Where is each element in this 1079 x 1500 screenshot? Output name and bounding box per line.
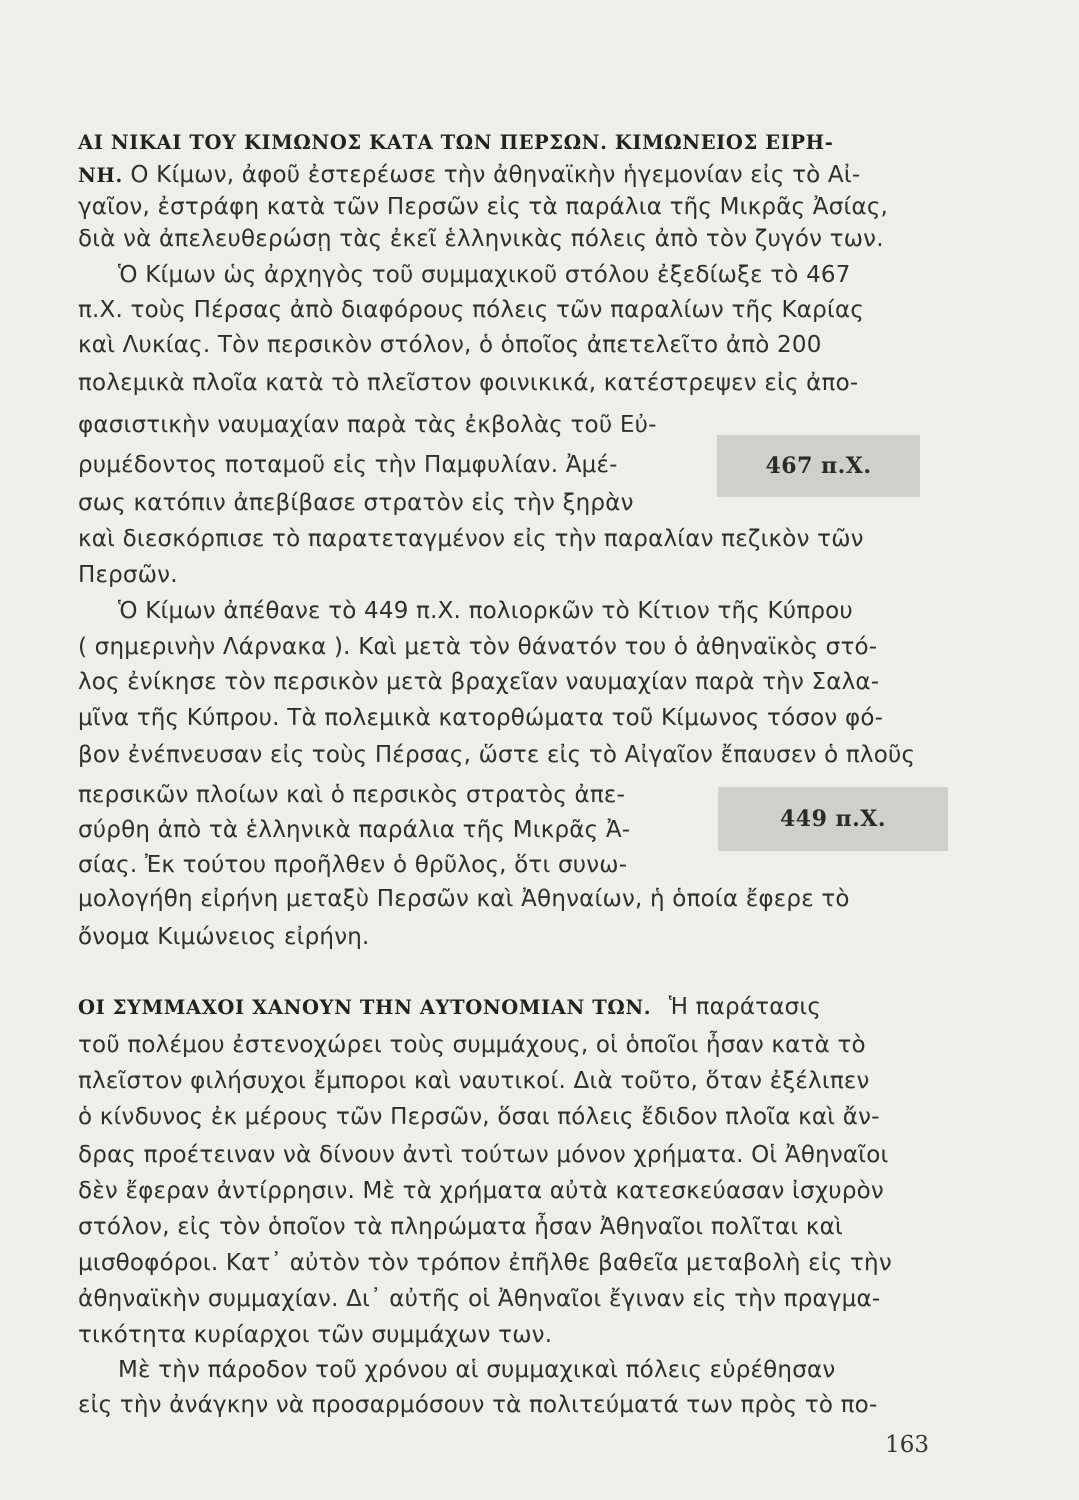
- section-heading-kimon: ΑΙ ΝΙΚΑΙ ΤΟΥ ΚΙΜΩΝΟΣ ΚΑΤΑ ΤΩΝ ΠΕΡΣΩΝ. ΚΙΜΩΝΕΙΟΣ ΕΙΡΗ-: [78, 131, 834, 154]
- text-line: στόλον, εἰς τὸν ὁποῖον τὰ πληρώματα ἦσαν Ἀθηναῖοι πολῖται καὶ: [78, 1214, 844, 1240]
- date-sidenote-467: 467 π.Χ.: [717, 435, 920, 497]
- text-line: βον ἐνέπνευσαν εἰς τοὺς Πέρσας, ὥστε εἰς τὸ Αἰγαῖον ἔπαυσεν ὁ πλοῦς: [78, 742, 916, 768]
- text-line: δὲν ἔφεραν ἀντίρρησιν. Μὲ τὰ χρήματα αὐτὰ κατεσκεύασαν ἰσχυρὸν: [78, 1178, 884, 1204]
- section-heading-allies: ΟΙ ΣΥΜΜΑΧΟΙ ΧΑΝΟΥΝ ΤΗΝ ΑΥΤΟΝΟΜΙΑΝ ΤΩΝ.: [78, 996, 652, 1019]
- text-line: δρας προέτειναν νὰ δίνουν ἀντὶ τούτων μόνον χρήματα. Οἱ Ἀθηναῖοι: [78, 1142, 889, 1168]
- text-line: διὰ νὰ ἀπελευθερώσῃ τὰς ἐκεῖ ἑλληνικὰς πόλεις ἀπὸ τὸν ζυγόν των.: [78, 226, 884, 252]
- text-line: εἰς τὴν ἀνάγκην νὰ προσαρμόσουν τὰ πολιτεύματά των πρὸς τὸ πο-: [78, 1392, 878, 1418]
- section-heading-end: ΝΗ.: [78, 164, 123, 187]
- text-line: π.Χ. τοὺς Πέρσας ἀπὸ διαφόρους πόλεις τῶν παραλίων τῆς Καρίας: [78, 297, 865, 323]
- text-line: γαῖον, ἐστράφη κατὰ τῶν Περσῶν εἰς τὰ παράλια τῆς Μικρᾶς Ἀσίας,: [78, 194, 889, 220]
- text-line: καὶ Λυκίας. Τὸν περσικὸν στόλον, ὁ ὁποῖος ἀπετελεῖτο ἀπὸ 200: [78, 332, 822, 358]
- text-line: φασιστικὴν ναυμαχίαν παρὰ τὰς ἐκβολὰς τοῦ Εὐ-: [78, 412, 657, 438]
- text-line: [78, 992, 821, 1023]
- text-line: τοῦ πολέμου ἐστενοχώρει τοὺς συμμάχους, οἱ ὁποῖοι ἦσαν κατὰ τὸ: [78, 1032, 866, 1058]
- text-line: μισθοφόροι. Κατ᾽ αὐτὸν τὸν τρόπον ἐπῆλθε βαθεῖα μεταβολὴ εἰς τὴν: [78, 1250, 892, 1276]
- text-line: μῖνα τῆς Κύπρου. Τὰ πολεμικὰ κατορθώματα τοῦ Κίμωνος τόσον φό-: [78, 705, 884, 731]
- text-line: σύρθη ἀπὸ τὰ ἑλληνικὰ παράλια τῆς Μικρᾶς Ἀ-: [78, 817, 631, 843]
- text-line-content: Ο Κίμων, ἀφοῦ ἐστερέωσε τὴν ἀθηναϊκὴν ἡγεμονίαν εἰς τὸ Αἰ-: [130, 162, 861, 188]
- date-sidenote-449: 449 π.Χ.: [718, 787, 948, 851]
- text-line: ἀθηναϊκὴν συμμαχίαν. Δι᾽ αὐτῆς οἱ Ἀθηναῖοι ἔγιναν εἰς τὴν πραγμα-: [78, 1286, 881, 1312]
- text-line: Ὁ Κίμων ὡς ἀρχηγὸς τοῦ συμμαχικοῦ στόλου ἐξεδίωξε τὸ 467: [118, 262, 851, 288]
- text-line: λος ἐνίκησε τὸν περσικὸν μετὰ βραχεῖαν ναυμαχίαν παρὰ τὴν Σαλα-: [78, 669, 880, 695]
- text-line: ρυμέδοντος ποταμοῦ εἰς τὴν Παμφυλίαν. Ἀμέ-: [78, 452, 618, 478]
- text-line: τικότητα κυρίαρχοι τῶν συμμάχων των.: [78, 1322, 553, 1348]
- text-line: ὄνομα Κιμώνειος εἰρήνη.: [78, 924, 370, 950]
- text-line: Περσῶν.: [78, 562, 178, 588]
- text-line: καὶ διεσκόρπισε τὸ παρατεταγμένον εἰς τὴν παραλίαν πεζικὸν τῶν: [78, 526, 864, 552]
- text-line: μολογήθη εἰρήνη μεταξὺ Περσῶν καὶ Ἀθηναίων, ἡ ὁποία ἔφερε τὸ: [78, 886, 850, 912]
- text-line: σίας. Ἐκ τούτου προῆλθεν ὁ θρῦλος, ὅτι συνω-: [78, 852, 628, 878]
- text-line: ὁ κίνδυνος ἐκ μέρους τῶν Περσῶν, ὅσαι πόλεις ἔδιδον πλοῖα καὶ ἄν-: [78, 1104, 880, 1130]
- text-line: πλεῖστον φιλήσυχοι ἔμποροι καὶ ναυτικοί. Διὰ τοῦτο, ὅταν ἐξέλιπεν: [78, 1068, 870, 1094]
- text-line: [78, 160, 860, 191]
- text-line: σως κατόπιν ἀπεβίβασε στρατὸν εἰς τὴν ξηρὰν: [78, 490, 634, 516]
- page-number: 163: [885, 1432, 929, 1458]
- text-line: ( σημερινὴν Λάρνακα ). Καὶ μετὰ τὸν θάνατόν του ὁ ἀθηναϊκὸς στό-: [78, 634, 878, 660]
- text-line: Μὲ τὴν πάροδον τοῦ χρόνου αἱ συμμαχικαὶ πόλεις εὑρέθησαν: [118, 1357, 836, 1383]
- text-line: Ὁ Κίμων ἀπέθανε τὸ 449 π.Χ. πολιορκῶν τὸ Κίτιον τῆς Κύπρου: [118, 598, 853, 624]
- text-line: πολεμικὰ πλοῖα κατὰ τὸ πλεῖστον φοινικικά, κατέστρεψεν εἰς ἀπο-: [78, 370, 859, 396]
- text-line-content: Ἡ παράτασις: [668, 994, 822, 1020]
- text-line: περσικῶν πλοίων καὶ ὁ περσικὸς στρατὸς ἀπε-: [78, 782, 626, 808]
